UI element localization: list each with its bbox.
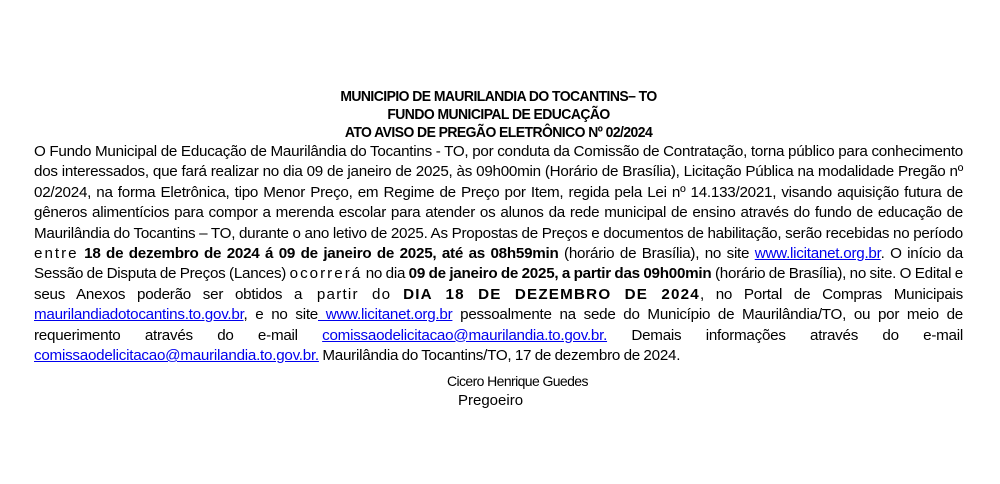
proposal-period: 18 de dezembro de 2024 á 09 de janeiro de 2025, até as 08h59min [84,245,559,263]
licitanet-link-2[interactable]: www.licitanet.org.br [317,306,453,324]
closing-date: Maurilândia do Tocantins/TO, 17 de dezembro de 2024. [322,347,681,365]
notice [34,88,963,366]
body-intro: O Fundo Municipal de Educação de Maurilândia do Tocantins - TO, por conduta da Comissão de Contratação, torna público para conhecimento dos interessados, que fará realizar no dia 09 de janeiro de 2025, às 09h00min (Horário de Brasília), Licitação Pública na modalidade Pregão nº 02/2024, na forma Eletrônica, tipo Menor Preço, em Regime de Preço por Item, regida pela Lei nº 14.133/2021, visando aquisição futura de gêneros alimentícios para compor a merenda escolar para atender os alunos da rede municipal de ensino através do fundo de educação de Maurilândia do Tocantins – TO, durante o ano letivo de 2025. As Propostas de Preços e documentos de habilitação, serão recebidas no período [34,143,963,242]
period-timezone: (horário de Brasília), no site [564,245,750,263]
session-ocorrera: ocorrerá [289,265,363,283]
portal-text: , no Portal de Compras Municipais [699,285,963,303]
notice-header [67,88,931,142]
session-timezone: (horário de Brasília), no site. O Edital e seus Anexos poderão ser obtidos [34,265,963,303]
session-no-dia: no dia [365,265,406,283]
notice-title: ATO AVISO DE PREGÃO ELETRÔNICO Nº 02/2024 [344,124,653,141]
notice-body [34,142,963,366]
body-entre: entre [34,245,79,263]
session-date: 09 de janeiro de 2025, a partir das 09h00min [408,265,712,283]
portal-link[interactable]: maurilandiadotocantins.to.gov.br [34,306,244,324]
email-link-1[interactable]: comissaodelicitacao@maurilandia.to.gov.br. [322,326,608,344]
edital-a-partir: a partir do [294,285,392,303]
site-text: , e no site [243,306,318,324]
fund-title: FUNDO MUNICIPAL DE EDUCAÇÃO [387,106,610,123]
signatory-role: Pregoeiro [458,392,524,409]
licitanet-link[interactable]: www.licitanet.org.br [754,245,881,263]
further-info-text: Demais informações através do e-mail [631,326,963,344]
in-person-text: pessoalmente na sede do Município de Maurilândia/TO, ou por meio de requerimento através do e-mail [34,306,963,344]
email-link-2[interactable]: comissaodelicitacao@maurilandia.to.gov.br. [34,347,319,365]
edital-date: DIA 18 DE DEZEMBRO DE 2024 [403,285,700,303]
session-text: . O início da Sessão de Disputa de Preços (Lances) [34,245,963,283]
signatory-name: Cicero Henrique Guedes [447,373,588,389]
municipality-title: MUNICIPIO DE MAURILANDIA DO TOCANTINS– TO [340,88,657,105]
